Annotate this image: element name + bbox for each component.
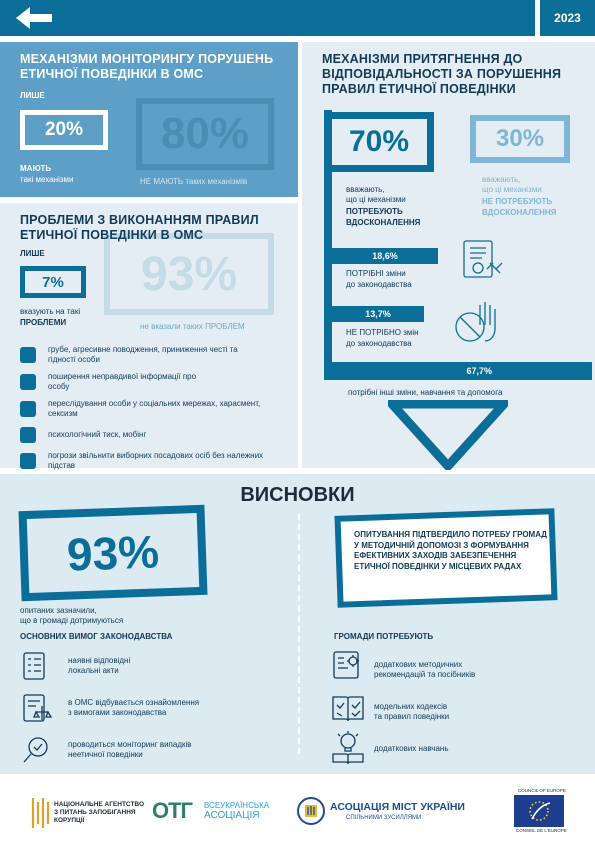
bullet-square-icon: [20, 401, 36, 417]
document-law-icon: [460, 239, 506, 283]
monitoring-panel: [0, 42, 298, 197]
amu-line-2: СПІЛЬНИМИ ЗУСИЛЛЯМИ: [346, 815, 422, 821]
problems-panel: [0, 203, 298, 468]
list-item: поширення неправдивої інформації про особу: [20, 370, 290, 394]
bar-2-label-1: потрібні інші зміни, навчання та допомога: [348, 388, 503, 397]
no-improve-pct: 30%: [470, 115, 570, 163]
problems-title: ПРОБЛЕМИ З ВИКОНАННЯМ ПРАВИЛ ЕТИЧНОЇ ПОВЕДІНКИ В ОМС: [20, 213, 259, 242]
bar-0-label-1: ПОТРІБНІ зміни: [346, 269, 406, 278]
no-improve-text-1: вважають,: [482, 175, 521, 184]
bar-1-label-2: до законодавства: [346, 339, 412, 348]
list-item: грубе, агресивне поводження, приниження честі та гідності особи: [20, 343, 290, 367]
monitoring-have-label-1: МАЮТЬ: [20, 164, 52, 173]
list-item: психологічний тиск, мобінг: [20, 424, 290, 446]
bar-other-changes: 67,7%: [324, 362, 592, 380]
document-list-icon: [20, 650, 50, 682]
list-item: переслідування особи у соціальних мережах, харасмент, сексизм: [20, 397, 290, 421]
coe-flag-icon: [514, 795, 564, 827]
monitoring-have-label-2: такі механізми: [20, 175, 74, 184]
divider: [298, 514, 300, 754]
bar-needs-law-changes: 18,6%: [332, 248, 438, 264]
year-badge: 2023: [540, 0, 595, 36]
need-0-text-1: додаткових методичних: [374, 660, 463, 669]
bullet-square-icon: [20, 347, 36, 363]
bar-0-label-2: до законодавства: [346, 280, 412, 289]
improve-text-3: ПОТРЕБУЮТЬ: [346, 207, 403, 216]
problems-not-pct: 93%: [104, 233, 274, 315]
survey-text: ОПИТУВАННЯ ПІДТВЕРДИЛО ПОТРЕБУ ГРОМАД У МЕТОДИЧНІЙ ДОПОМОЗІ З ФОРМУВАННЯ ЕФЕКТИВНИХ ЗАХОДІВ ЗАБЕЗПЕЧЕННЯ ЕТИЧНОЇ ПОВЕДІНКИ У МІСЦЕВИХ РАДАХ: [354, 530, 547, 571]
nazk-logo-icon: [30, 796, 52, 830]
list-item: погрози звільнити виборних посадових осіб без належних підстав: [20, 449, 290, 473]
bar-no-law-changes: 13,7%: [332, 306, 424, 322]
coe-line-2: CONSEIL DE L'EUROPE: [516, 828, 567, 833]
down-triangle-icon: [388, 400, 508, 470]
problems-only-label: ЛИШЕ: [20, 249, 45, 258]
need-1-text-1: модельних кодексів: [374, 702, 448, 711]
monitoring-not-pct: 80%: [136, 98, 274, 170]
requirement-1-text-2: з вимогами законодавства: [68, 708, 167, 717]
magnifier-check-icon: [20, 734, 52, 766]
requirement-0-text-1: наявні відповідні: [68, 656, 131, 665]
monitoring-title: МЕХАНІЗМИ МОНІТОРИНГУ ПОРУШЕНЬ ЕТИЧНОЇ ПОВЕДІНКИ В ОМС: [20, 52, 274, 81]
nazk-line-3: КОРУПЦІЇ: [54, 817, 85, 824]
amu-emblem-icon: [296, 796, 326, 826]
monitoring-not-label: НЕ МАЮТЬ таких механізмів: [140, 177, 248, 186]
requirement-1-text-1: в ОМС відбувається ознайомлення: [68, 698, 200, 707]
amu-line-1: АСОЦІАЦІЯ МІСТ УКРАЇНИ: [330, 801, 465, 813]
nazk-line-1: НАЦІОНАЛЬНЕ АГЕНТСТВО: [54, 801, 145, 808]
conclusions-big-text-1: опитаних зазначили,: [20, 606, 97, 615]
improve-text-2: що ці механізми: [346, 195, 406, 204]
bullet-square-icon: [20, 427, 36, 443]
conclusions-panel: [0, 474, 595, 774]
no-improve-text-2: що ці механізми: [482, 185, 542, 194]
requirement-2-text-1: проводиться моніторинг випадків: [68, 740, 192, 749]
otg-line-1: ВСЕУКРАЇНСЬКА: [204, 801, 270, 810]
monitoring-have-pct: 20%: [20, 110, 108, 150]
problems-have-pct: 7%: [20, 266, 86, 298]
improve-text-1: вважають,: [346, 185, 385, 194]
coe-line-1: COUNCIL OF EUROPE: [518, 788, 566, 793]
otg-line-2: АСОЦІАЦІЯ: [204, 810, 260, 821]
requirement-2-text-2: неетичної поведінки: [68, 750, 143, 759]
conclusions-big-pct: 93%: [18, 505, 207, 601]
bullet-square-icon: [20, 453, 36, 469]
need-2-text-1: додаткових навчань: [374, 744, 449, 753]
problems-have-label-2: ПРОБЛЕМИ: [20, 318, 67, 327]
lightbulb-book-icon: [330, 730, 366, 766]
bar-1-label-1: НЕ ПОТРІБНО змін: [346, 328, 419, 337]
checklist-book-icon: [330, 692, 366, 724]
no-improve-text-3: НЕ ПОТРЕБУЮТЬ: [482, 197, 553, 206]
problems-have-label-1: вказують на такі: [20, 307, 81, 316]
monitoring-only-label: ЛИШЕ: [20, 91, 45, 100]
accountability-title: МЕХАНІЗМИ ПРИТЯГНЕННЯ ДО ВІДПОВІДАЛЬНОСТІ ЗА ПОРУШЕННЯ ПРАВИЛ ЕТИЧНОЇ ПОВЕДІНКИ: [322, 52, 562, 96]
need-0-text-2: рекомендацій та посібників: [374, 670, 476, 679]
clipboard-gear-icon: [330, 648, 364, 682]
needs-title: ГРОМАДИ ПОТРЕБУЮТЬ: [334, 632, 434, 641]
document-scales-icon: [20, 692, 54, 724]
requirements-title: ОСНОВНИХ ВИМОГ ЗАКОНОДАВСТВА: [20, 632, 173, 641]
improve-pct: 70%: [324, 112, 434, 172]
conclusions-title: ВИСНОВКИ: [240, 484, 355, 506]
otg-logo: ОТГ: [152, 798, 193, 823]
no-improve-text-4: ВДОСКОНАЛЕННЯ: [482, 208, 557, 217]
nazk-line-2: З ПИТАНЬ ЗАПОБІГАННЯ: [54, 809, 136, 816]
bullet-square-icon: [20, 374, 36, 390]
accountability-panel: [302, 42, 595, 468]
problems-list: [20, 343, 290, 473]
need-1-text-2: та правил поведінки: [374, 712, 450, 721]
stop-hand-icon: [452, 297, 502, 347]
problems-not-label: не вказали таких ПРОБЛЕМ: [140, 322, 245, 331]
arrow-left-icon[interactable]: [16, 6, 56, 30]
conclusions-big-text-2: що в громаді дотримуються: [20, 616, 124, 625]
improve-text-4: ВДОСКОНАЛЕННЯ: [346, 218, 421, 227]
header-bar: [0, 0, 535, 36]
requirement-0-text-2: локальні акти: [68, 666, 119, 675]
